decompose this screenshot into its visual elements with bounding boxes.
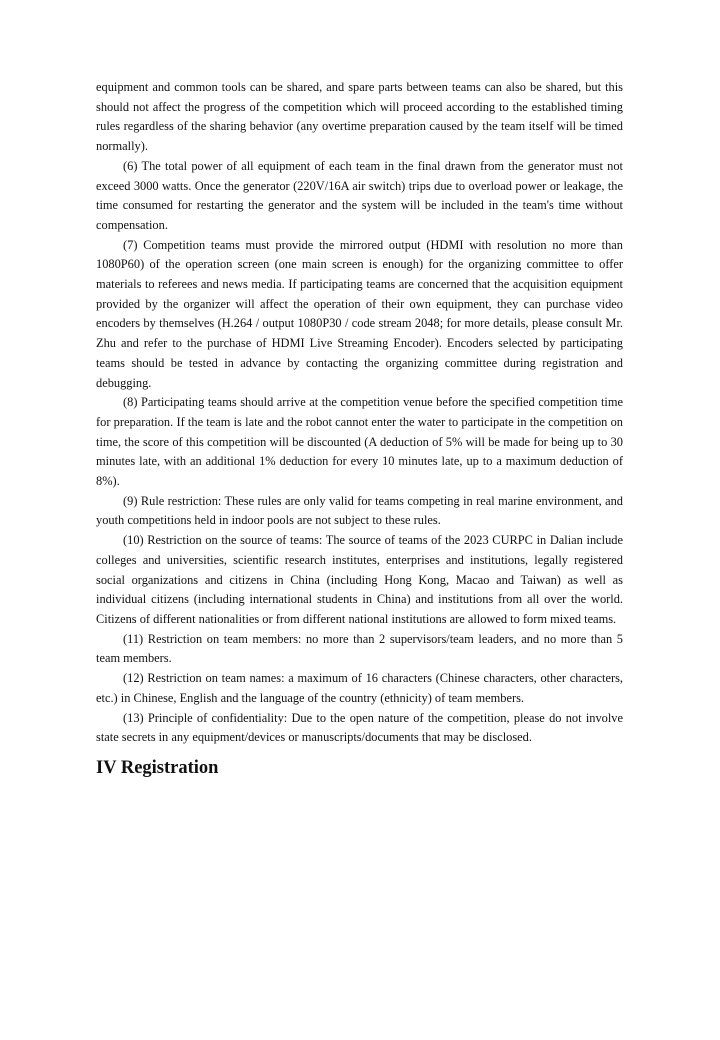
paragraph-6-generator-power: (6) The total power of all equipment of each team in the final drawn from the generator must not exceed 3000 watts. Once the generator (220V/16A air switch) trips due to overload power or leakage, the time consumed for restarting the generator and the system will be included in the team's time without compensation.: [96, 158, 623, 232]
paragraph-7-mirrored-output: (7) Competition teams must provide the mirrored output (HDMI with resolution no more than 1080P60) of the operation screen (one main screen is enough) for the organizing committee to offer materials to referees and news media. If participating teams are concerned that the acquisition equipment provided by the organizer will affect the operation of their own equipment, they can purchase video encoders by themselves (H.264 / output 1080P30 / code stream 2048; for more details, please consult Mr. Zhu and refer to the purchase of HDMI Live Streaming Encoder). Encoders selected by participating teams should be tested in advance by contacting the organizing committee during registration and debugging.: [96, 237, 623, 390]
paragraph-10-team-source: (10) Restriction on the source of teams: The source of teams of the 2023 CURPC in Dalian include colleges and universities, scientific research institutes, enterprises and institutions, legally registered social organizations and citizens in China (including Hong Kong, Macao and Taiwan) as well as individual citizens (including international students in China) and institutions from all over the world. Citizens of different nationalities or from different national institutions are allowed to form mixed teams.: [96, 533, 623, 626]
paragraph-9-rule-restriction: (9) Rule restriction: These rules are only valid for teams competing in real marine environment, and youth competitions held in indoor pools are not subject to these rules.: [96, 493, 623, 528]
section-heading: IV Registration: [96, 757, 219, 778]
paragraph-12-team-names: (12) Restriction on team names: a maximum of 16 characters (Chinese characters, other characters, etc.) in Chinese, English and the language of the country (ethnicity) of team members.: [96, 671, 623, 705]
paragraph-11-team-members: (11) Restriction on team members: no more than 2 supervisors/team leaders, and no more than 5 team members.: [96, 631, 623, 666]
paragraph-continuation: equipment and common tools can be shared, and spare parts between teams can also be shared, but this should not affect the progress of the competition which will proceed according to the established timing rules regardless of the sharing behavior (any overtime preparation caused by the team itself will be timed normally).: [96, 80, 623, 154]
document-page: [96, 78, 623, 780]
paragraph-8-arrival-time: (8) Participating teams should arrive at the competition venue before the specified competition time for preparation. If the team is late and the robot cannot enter the water to participate in the competition on time, the score of this competition will be discounted (A deduction of 5% will be made for being up to 30 minutes late, with an additional 1% deduction for every 10 minutes late, up to a maximum deduction of 8%).: [96, 395, 623, 489]
paragraph-13-confidentiality: (13) Principle of confidentiality: Due to the open nature of the competition, please do not involve state secrets in any equipment/devices or manuscripts/documents that may be disclosed.: [96, 710, 623, 745]
